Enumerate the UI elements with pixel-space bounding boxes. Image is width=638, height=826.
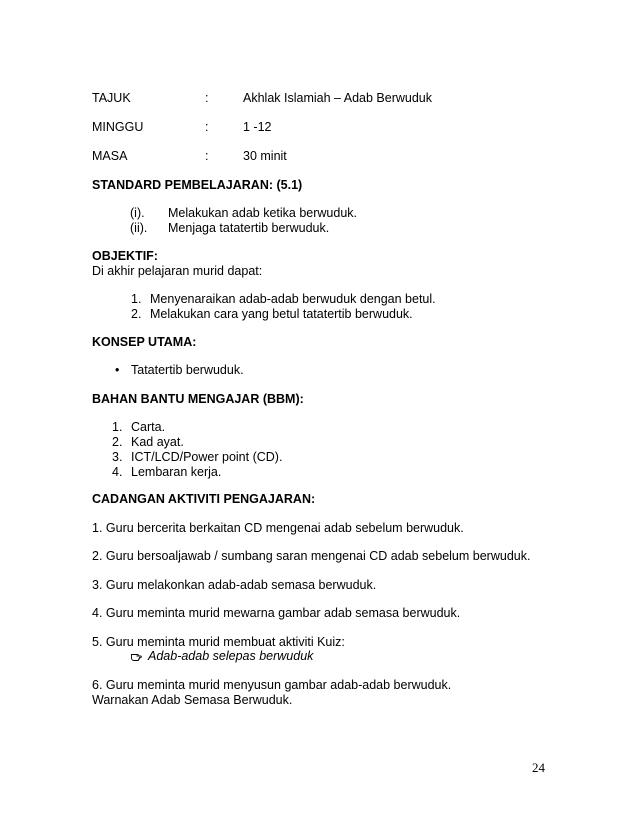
tajuk-value: Akhlak Islamiah – Adab Berwuduk [243,91,432,105]
standard-heading: STANDARD PEMBELAJARAN: (5.1) [92,178,303,192]
objektif-intro: Di akhir pelajaran murid dapat: [92,264,263,278]
aktiviti-heading: CADANGAN AKTIVITI PENGAJARAN: [92,492,316,506]
minggu-value: 1 -12 [243,120,272,134]
objektif-item-1-text: Menyenaraikan adab-adab berwuduk dengan betul. [150,292,436,306]
aktiviti-item-2: 2. Guru bersoaljawab / sumbang saran mengenai CD adab sebelum berwuduk. [92,549,531,563]
aktiviti-sub-item: Adab-adab selepas berwuduk [148,649,314,663]
masa-label: MASA [92,149,128,163]
bbm-item-3-num: 3. [112,450,123,464]
konsep-heading: KONSEP UTAMA: [92,335,197,349]
tajuk-label: TAJUK [92,91,131,105]
page-number: 24 [532,760,545,775]
objektif-item-2-text: Melakukan cara yang betul tatatertib berwuduk. [150,307,413,321]
bbm-heading: BAHAN BANTU MENGAJAR (BBM): [92,392,304,406]
aktiviti-item-6: 6. Guru meminta murid menyusun gambar adab-adab berwuduk. [92,678,452,692]
aktiviti-item-6-continuation: Warnakan Adab Semasa Berwuduk. [92,693,293,707]
standard-item-2-text: Menjaga tatatertib berwuduk. [168,221,330,235]
standard-item-1-text: Melakukan adab ketika berwuduk. [168,206,358,220]
aktiviti-item-3: 3. Guru melakonkan adab-adab semasa berwuduk. [92,578,377,592]
objektif-item-2-num: 2. [131,307,142,321]
tajuk-separator: : [205,91,209,105]
konsep-item: Tatatertib berwuduk. [131,363,244,377]
aktiviti-item-4: 4. Guru meminta murid mewarna gambar adab semasa berwuduk. [92,606,461,620]
bbm-item-2-text: Kad ayat. [131,435,184,449]
bbm-item-4-text: Lembaran kerja. [131,465,222,479]
bbm-item-1-num: 1. [112,420,123,434]
pointing-hand-icon [131,651,143,662]
masa-value: 30 minit [243,149,287,163]
bbm-item-2-num: 2. [112,435,123,449]
aktiviti-item-5: 5. Guru meminta murid membuat aktiviti Kuiz: [92,635,345,649]
bullet-icon: • [115,363,120,377]
bbm-item-1-text: Carta. [131,420,166,434]
minggu-separator: : [205,120,209,134]
bbm-item-3-text: ICT/LCD/Power point (CD). [131,450,283,464]
masa-separator: : [205,149,209,163]
bbm-item-4-num: 4. [112,465,123,479]
objektif-item-1-num: 1. [131,292,142,306]
aktiviti-item-1: 1. Guru bercerita berkaitan CD mengenai adab sebelum berwuduk. [92,521,464,535]
objektif-heading: OBJEKTIF: [92,249,158,263]
minggu-label: MINGGU [92,120,144,134]
standard-item-2-num: (ii). [130,221,148,235]
standard-item-1-num: (i). [130,206,145,220]
